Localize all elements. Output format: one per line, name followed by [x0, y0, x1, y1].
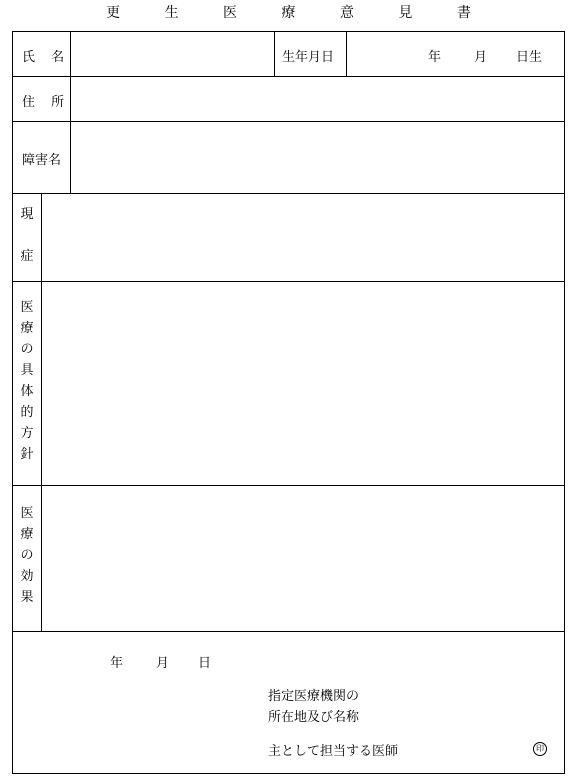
- opinion-form-table: [12, 31, 565, 774]
- doctor-field[interactable]: [413, 736, 523, 758]
- dob-year-label: 年: [428, 50, 442, 65]
- symptoms-field[interactable]: [42, 194, 564, 281]
- footer-block: [13, 632, 564, 773]
- disability-field[interactable]: [71, 122, 564, 193]
- address-row: [13, 77, 564, 122]
- address-label: 住 所: [22, 95, 71, 110]
- dob-label: 生年月日: [282, 50, 335, 65]
- address-field[interactable]: [71, 77, 564, 121]
- form-title: 更 生 医 療 意 見 書: [106, 5, 491, 21]
- doctor-label: 主として担当する医師: [268, 744, 399, 759]
- dob-field[interactable]: [347, 32, 564, 76]
- treatment-plan-field[interactable]: [42, 282, 564, 485]
- seal-icon: 印: [533, 742, 547, 756]
- treatment-plan-label-char: 的: [20, 405, 34, 420]
- treatment-effect-label-char: 療: [20, 527, 34, 542]
- treatment-effect-label-char: 医: [20, 506, 34, 521]
- treatment-effect-label: [13, 503, 41, 608]
- symptoms-label-char: 現: [20, 207, 34, 222]
- treatment-effect-field[interactable]: [42, 486, 564, 631]
- disability-row: [13, 122, 564, 194]
- institution-label-line1: 指定医療機関の: [268, 689, 360, 704]
- treatment-effect-row: [13, 486, 564, 632]
- date-field[interactable]: [73, 646, 223, 672]
- treatment-plan-label: [13, 297, 41, 465]
- institution-label-line2: 所在地及び名称: [268, 710, 360, 725]
- date-month-label: 月: [156, 656, 170, 671]
- disability-label: 障害名: [22, 153, 62, 168]
- treatment-effect-label-char: 効: [20, 569, 34, 584]
- treatment-effect-label-char: の: [20, 548, 34, 563]
- treatment-plan-label-char: の: [20, 342, 34, 357]
- institution-field[interactable]: [383, 682, 558, 724]
- divider: [274, 32, 275, 76]
- treatment-plan-label-char: 療: [20, 321, 34, 336]
- name-label: 氏 名: [22, 50, 71, 65]
- symptoms-label-char: 症: [20, 249, 34, 264]
- date-year-label: 年: [110, 656, 124, 671]
- symptoms-label: [13, 204, 41, 267]
- treatment-plan-label-char: 針: [20, 447, 34, 462]
- treatment-effect-label-char: 果: [20, 590, 34, 605]
- dob-day-label: 日生: [516, 50, 543, 65]
- treatment-plan-label-char: 医: [20, 300, 34, 315]
- treatment-plan-row: [13, 282, 564, 486]
- dob-month-label: 月: [474, 50, 488, 65]
- treatment-plan-label-char: 方: [20, 426, 34, 441]
- name-field[interactable]: [71, 32, 274, 76]
- treatment-plan-label-char: 体: [20, 384, 34, 399]
- date-day-label: 日: [198, 656, 212, 671]
- name-row: [13, 32, 564, 77]
- symptoms-row: [13, 194, 564, 282]
- treatment-plan-label-char: 具: [20, 363, 34, 378]
